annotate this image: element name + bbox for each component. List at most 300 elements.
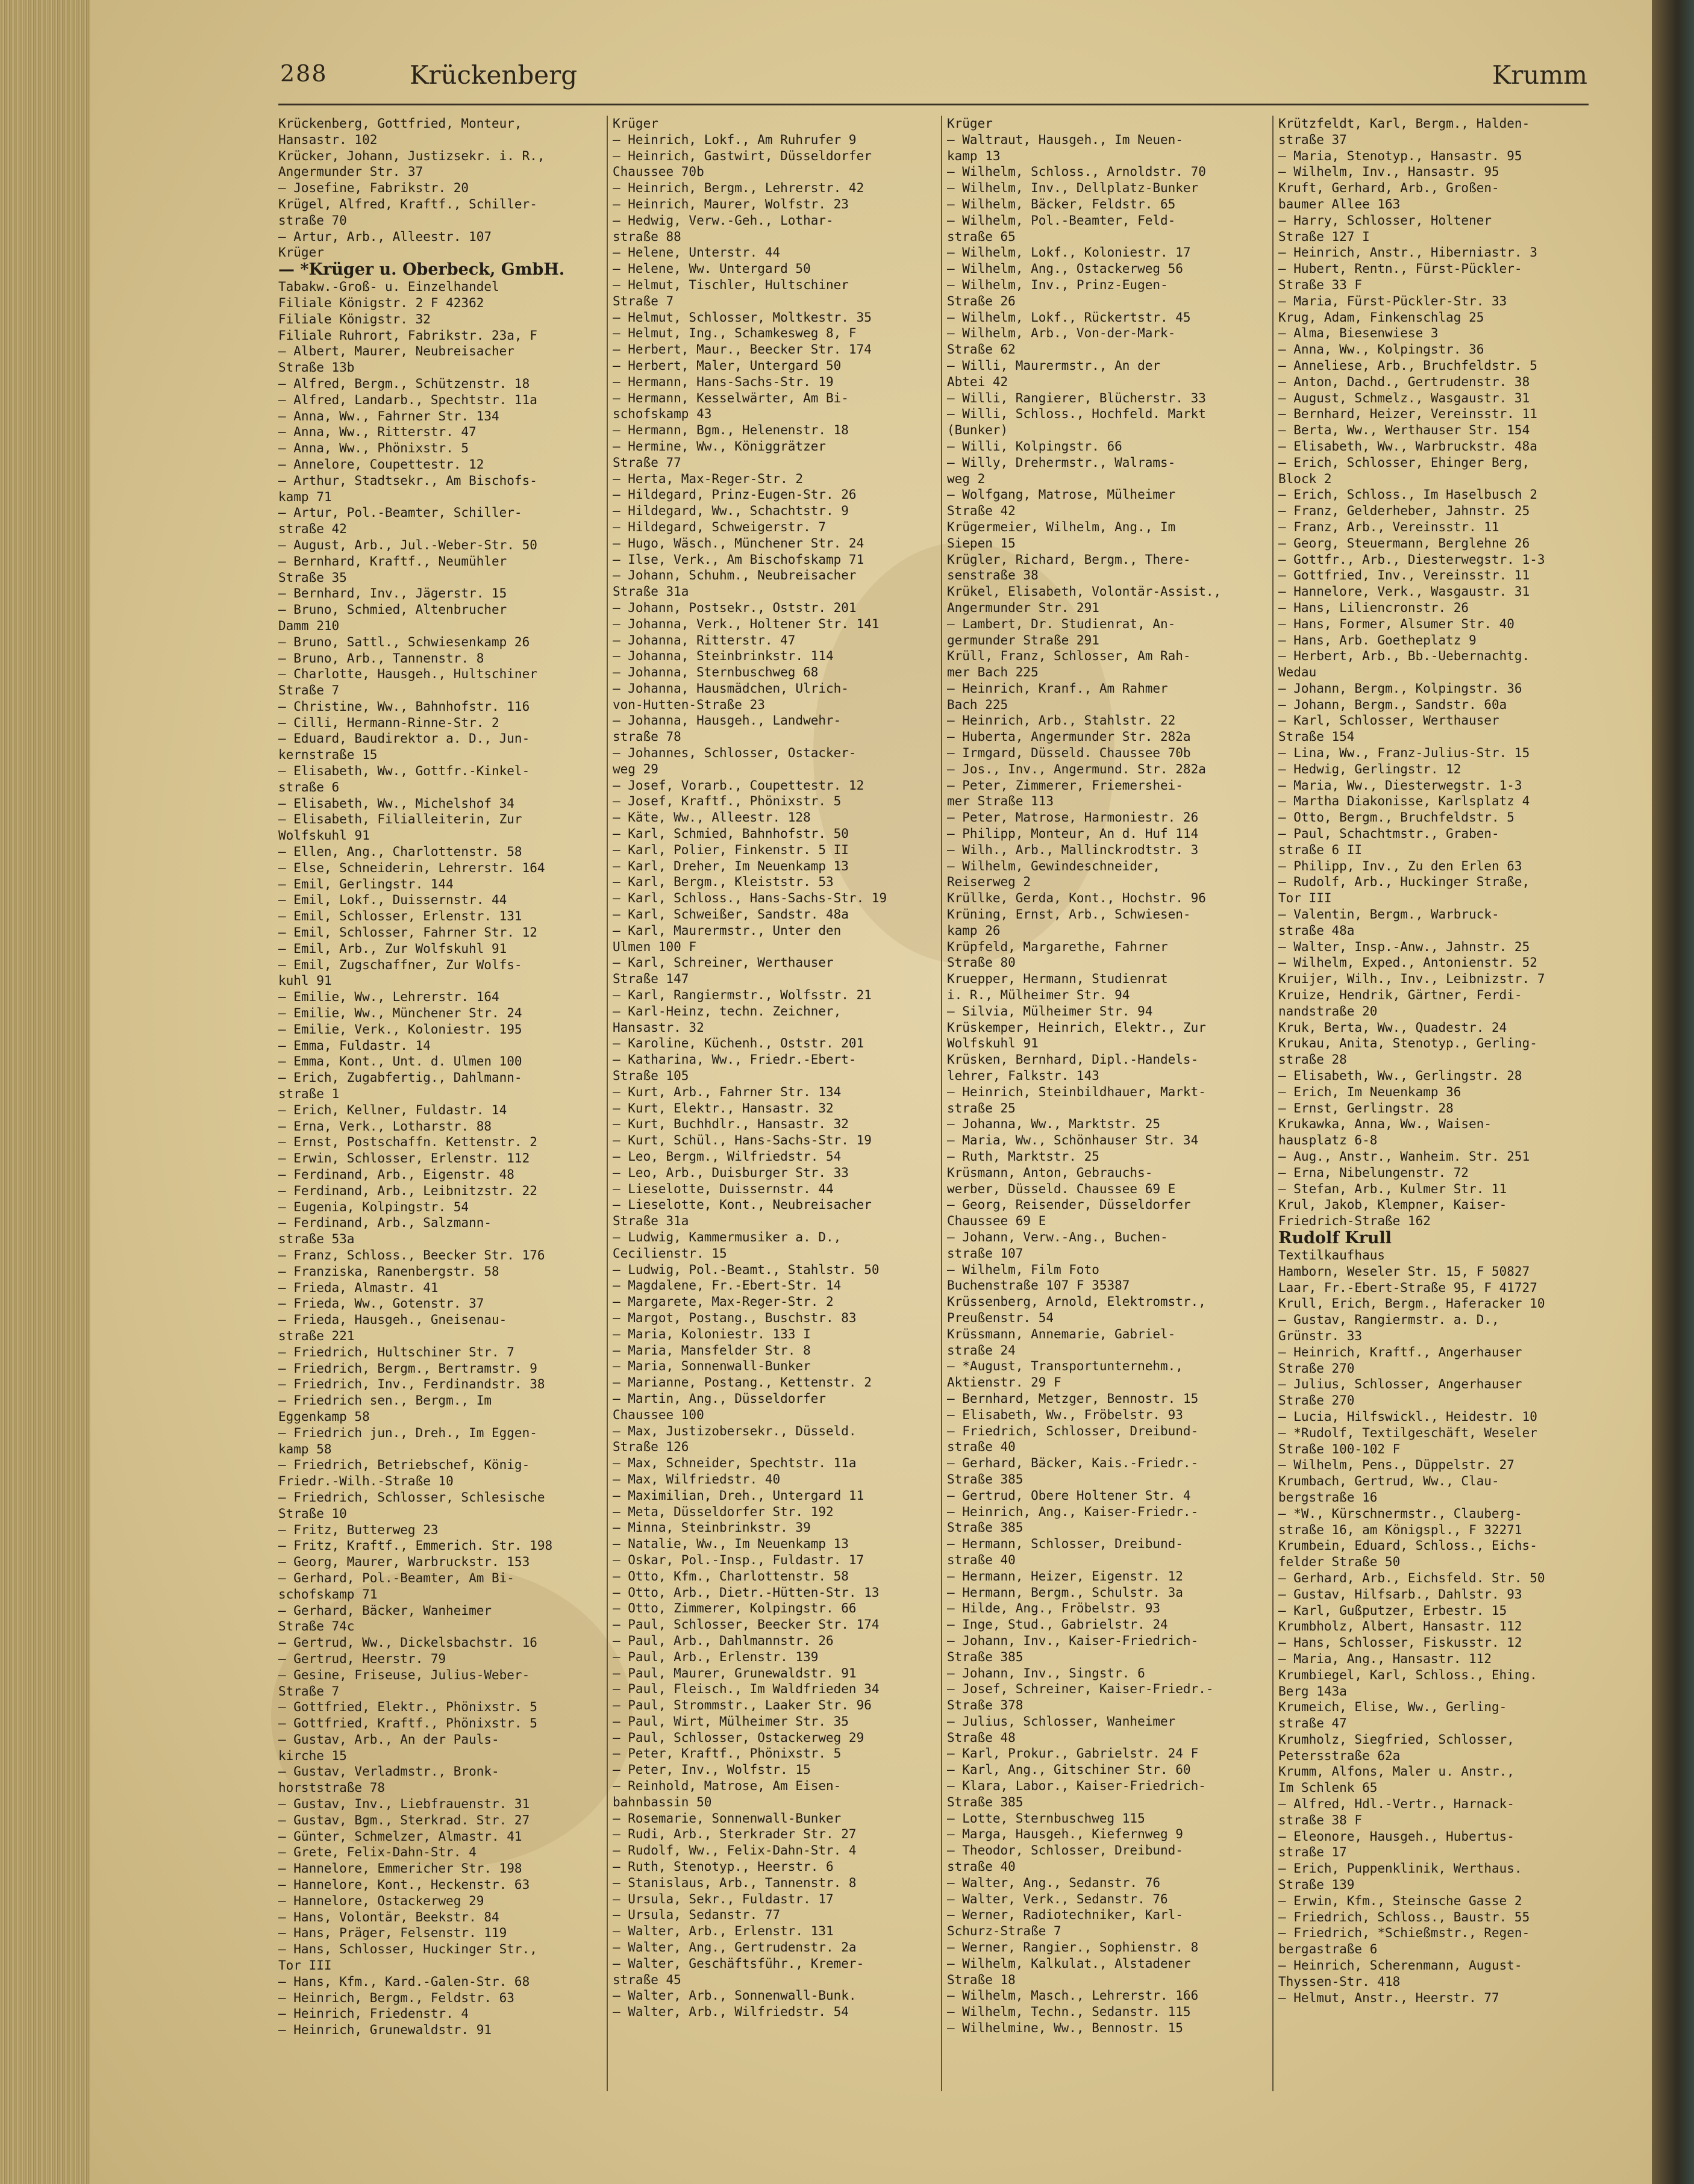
- directory-entry-line: — Maria, Stenotyp., Hansastr. 95: [1278, 148, 1522, 163]
- directory-entry-line: straße 47: [1278, 1716, 1347, 1731]
- directory-entry-line: — Bernhard, Inv., Jägerstr. 15: [278, 586, 507, 601]
- directory-entry-line: — Heinrich, Lokf., Am Ruhrufer 9: [613, 132, 857, 147]
- directory-entry-line: Krüssmann, Annemarie, Gabriel-: [947, 1326, 1176, 1341]
- directory-entry-line: Straße 80: [947, 955, 1016, 970]
- directory-entry-line: — Werner, Rangier., Sophienstr. 8: [947, 1940, 1199, 1955]
- directory-entry-line: — Maria, Mansfelder Str. 8: [613, 1343, 811, 1358]
- directory-entry-line: — Emil, Schlosser, Erlenstr. 131: [278, 909, 522, 924]
- directory-entry-line: — Wilhelmine, Ww., Bennostr. 15: [947, 2021, 1183, 2036]
- directory-entry-line: — Elisabeth, Ww., Warbruckstr. 48a: [1278, 438, 1537, 454]
- directory-entry-line: — Hermann, Schlosser, Dreibund-: [947, 1537, 1183, 1552]
- directory-entry-line: Block 2: [1278, 471, 1332, 486]
- directory-entry-line: — Paul, Strommstr., Laaker Str. 96: [613, 1698, 872, 1713]
- directory-entry-line: — Friedrich jun., Dreh., Im Eggen-: [278, 1425, 537, 1440]
- directory-entry-line: — Ruth, Marktstr. 25: [947, 1149, 1099, 1164]
- directory-entry-line: Krükel, Elisabeth, Volontär-Assist.,: [947, 584, 1222, 599]
- directory-entry-line: — Otto, Arb., Dietr.-Hütten-Str. 13: [613, 1585, 880, 1600]
- directory-entry-line: — Heinrich, Steinbildhauer, Markt-: [947, 1084, 1206, 1099]
- directory-entry-line: — Emil, Lokf., Duissernstr. 44: [278, 893, 507, 908]
- directory-entry-line: — Helmut, Tischler, Hultschiner: [613, 277, 849, 292]
- directory-entry-line: — Maria, Ang., Hansastr. 112: [1278, 1651, 1492, 1666]
- directory-entry-line: Straße 270: [1278, 1361, 1355, 1376]
- directory-entry-line: Straße 33 F: [1278, 277, 1363, 292]
- directory-entry-line: — Johann, Inv., Kaiser-Friedrich-: [947, 1633, 1199, 1648]
- directory-entry-line: — Emil, Schlosser, Fahrner Str. 12: [278, 925, 537, 940]
- directory-entry-line: — Franz, Arb., Vereinsstr. 11: [1278, 519, 1499, 534]
- directory-entry-line: — Heinrich, Scherenmann, August-: [1278, 1958, 1522, 1973]
- directory-entry-line: — Gottfr., Arb., Diesterwegstr. 1-3: [1278, 552, 1545, 567]
- directory-entry-line: — Otto, Zimmerer, Kolpingstr. 66: [613, 1601, 857, 1616]
- directory-entry-line: — Wilhelm, Pol.-Beamter, Feld-: [947, 213, 1176, 228]
- directory-entry-line: — Gerhard, Bäcker, Kais.-Friedr.-: [947, 1456, 1199, 1471]
- directory-entry-line: Straße 127 I: [1278, 229, 1370, 244]
- directory-entry-line: — Kurt, Arb., Fahrner Str. 134: [613, 1084, 842, 1099]
- directory-entry-line: — Bernhard, Kraftf., Neumühler: [278, 554, 507, 569]
- directory-entry-line: — Hannelore, Ostackerweg 29: [278, 1893, 484, 1908]
- directory-entry-line: — Theodor, Schlosser, Dreibund-: [947, 1843, 1183, 1858]
- directory-entry-line: — Emma, Kont., Unt. d. Ulmen 100: [278, 1054, 522, 1069]
- directory-entry-line: — Johanna, Steinbrinkstr. 114: [613, 649, 834, 664]
- directory-entry-line: Angermunder Str. 37: [278, 164, 424, 179]
- directory-entry-line: — Hildegard, Prinz-Eugen-Str. 26: [613, 487, 857, 502]
- directory-entry-line: Krumholz, Siegfried, Schlosser,: [1278, 1732, 1514, 1747]
- directory-entry-line: Damm 210: [278, 618, 340, 633]
- directory-entry-line: — Gottfried, Kraftf., Phönixstr. 5: [278, 1716, 537, 1731]
- directory-entry-line: — Gustav, Verladmstr., Bronk-: [278, 1764, 499, 1779]
- directory-entry-line: — Hermann, Hans-Sachs-Str. 19: [613, 374, 834, 389]
- directory-entry-line: — Johannes, Schlosser, Ostacker-: [613, 746, 857, 761]
- directory-entry-line: Krüssenberg, Arnold, Elektromstr.,: [947, 1294, 1206, 1309]
- directory-entry-line: — Johann, Postsekr., Oststr. 201: [613, 600, 857, 615]
- directory-entry-line: — Julius, Schlosser, Angerhauser: [1278, 1377, 1522, 1392]
- directory-entry-line: — Bruno, Sattl., Schwiesenkamp 26: [278, 634, 530, 649]
- directory-entry-line: — Erich, Kellner, Fuldastr. 14: [278, 1102, 507, 1117]
- directory-entry-line: — Friedrich, Betriebschef, König-: [278, 1458, 530, 1473]
- directory-entry-line: straße 24: [947, 1343, 1016, 1358]
- directory-entry-line: — Hermann, Bergm., Schulstr. 3a: [947, 1585, 1183, 1600]
- directory-entry-line: — Hermann, Kesselwärter, Am Bi-: [613, 390, 849, 405]
- directory-entry-line: straße 78: [613, 729, 681, 744]
- directory-entry-line: — Friedrich, Schloss., Baustr. 55: [1278, 1909, 1530, 1924]
- directory-entry-line: — Ernst, Gerlingstr. 28: [1278, 1100, 1454, 1115]
- directory-entry-line: — Paul, Schlosser, Ostackerweg 29: [613, 1730, 864, 1745]
- directory-entry-line: Aktienstr. 29 F: [947, 1375, 1061, 1390]
- directory-entry-line: Krull, Erich, Bergm., Haferacker 10: [1278, 1296, 1545, 1311]
- directory-entry-line: Krumm, Alfons, Maler u. Anstr.,: [1278, 1764, 1514, 1779]
- directory-entry-line: Straße 7: [613, 293, 674, 308]
- directory-entry-line: — Huberta, Angermunder Str. 282a: [947, 729, 1191, 744]
- directory-entry-line: — Karl, Prokur., Gabrielstr. 24 F: [947, 1746, 1199, 1761]
- directory-entry-line: — Hannelore, Emmericher Str. 198: [278, 1861, 522, 1876]
- directory-entry-line: — Heinrich, Ang., Kaiser-Friedr.-: [947, 1504, 1199, 1519]
- directory-entry-line: — Paul, Schachtmstr., Graben-: [1278, 826, 1499, 841]
- directory-entry-line: — Wilhelm, Film Foto: [947, 1262, 1099, 1277]
- directory-entry-line: — Gertrud, Ww., Dickelsbachstr. 16: [278, 1635, 537, 1650]
- directory-entry-line: — Georg, Steuermann, Berglehne 26: [1278, 535, 1530, 551]
- directory-entry-line: Filiale Königstr. 2 F 42362: [278, 295, 484, 310]
- directory-entry-line: — Ferdinand, Arb., Salzmann-: [278, 1215, 492, 1231]
- directory-entry-line: — Annelore, Coupettestr. 12: [278, 457, 484, 472]
- directory-entry-line: — Erich, Zugabfertig., Dahlmann-: [278, 1070, 522, 1085]
- directory-entry-line: — Wolfgang, Matrose, Mülheimer: [947, 487, 1176, 502]
- directory-entry-line: — Willi, Maurermstr., An der: [947, 358, 1161, 373]
- directory-entry-line: — Käte, Ww., Alleestr. 128: [613, 810, 811, 825]
- directory-entry-line: Straße 42: [947, 504, 1016, 519]
- directory-entry-line: Krumeich, Elise, Ww., Gerling-: [1278, 1700, 1507, 1715]
- directory-entry-line: — Waltraut, Hausgeh., Im Neuen-: [947, 132, 1183, 147]
- directory-entry-line: — Lotte, Sternbuschweg 115: [947, 1811, 1145, 1826]
- directory-entry-line: Krüger: [278, 245, 324, 260]
- directory-entry-line: straße 40: [947, 1859, 1016, 1874]
- directory-entry-line: straße 40: [947, 1552, 1016, 1567]
- directory-entry-line: Reiserweg 2: [947, 875, 1031, 890]
- directory-entry-line: — Erich, Schloss., Im Haselbusch 2: [1278, 487, 1537, 502]
- directory-entry-line: — Hedwig, Verw.-Geh., Lothar-: [613, 213, 834, 228]
- directory-entry-line: Straße 385: [947, 1649, 1024, 1664]
- directory-entry-line: — Gottfried, Inv., Vereinsstr. 11: [1278, 568, 1530, 583]
- directory-entry-line: Straße 385: [947, 1471, 1024, 1487]
- directory-advert-heading: Rudolf Krull: [1278, 1228, 1392, 1247]
- directory-entry-line: Kruft, Gerhard, Arb., Großen-: [1278, 181, 1499, 196]
- directory-entry-line: — Emilie, Ww., Lehrerstr. 164: [278, 990, 499, 1005]
- directory-entry-line: — Karl, Gußputzer, Erbestr. 15: [1278, 1603, 1507, 1618]
- directory-entry-line: — Valentin, Bergm., Warbruck-: [1278, 907, 1499, 922]
- directory-entry-line: Straße 126: [613, 1440, 689, 1455]
- directory-entry-line: — Frieda, Hausgeh., Gneisenau-: [278, 1312, 507, 1328]
- directory-entry-line: — Peter, Inv., Wolfstr. 15: [613, 1762, 811, 1777]
- directory-entry-line: schofskamp 71: [278, 1587, 378, 1602]
- directory-entry-line: — Karl, Dreher, Im Neuenkamp 13: [613, 858, 849, 873]
- directory-entry-line: — Maria, Ww., Diesterwegstr. 1-3: [1278, 778, 1522, 793]
- directory-entry-line: — Alma, Biesenwiese 3: [1278, 326, 1439, 341]
- directory-entry-line: kamp 58: [278, 1441, 332, 1456]
- directory-entry-line: Petersstraße 62a: [1278, 1748, 1401, 1763]
- directory-column-4: [1278, 116, 1604, 2121]
- directory-entry-line: Straße 18: [947, 1972, 1016, 1987]
- directory-entry-line: — Meta, Düsseldorfer Str. 192: [613, 1504, 834, 1519]
- directory-entry-line: — Paul, Arb., Dahlmannstr. 26: [613, 1633, 834, 1648]
- directory-entry-line: — Wilhelm, Masch., Lehrerstr. 166: [947, 1988, 1199, 2003]
- directory-entry-line: Straße 147: [613, 972, 689, 987]
- directory-entry-line: baumer Allee 163: [1278, 196, 1401, 211]
- directory-entry-line: — Walter, Arb., Erlenstr. 131: [613, 1924, 834, 1939]
- directory-entry-line: — Anton, Dachd., Gertrudenstr. 38: [1278, 374, 1530, 389]
- directory-entry-line: — Lambert, Dr. Studienrat, An-: [947, 616, 1176, 631]
- directory-entry-line: kamp 71: [278, 489, 332, 504]
- directory-entry-line: — Johann, Bergm., Sandstr. 60a: [1278, 697, 1507, 712]
- directory-entry-line: — Heinrich, Kraftf., Angerhauser: [1278, 1344, 1522, 1359]
- directory-entry-line: — Heinrich, Gastwirt, Düsseldorfer: [613, 148, 872, 163]
- directory-entry-line: Krüskemper, Heinrich, Elektr., Zur: [947, 1020, 1206, 1035]
- directory-entry-line: — Rudi, Arb., Sterkrader Str. 27: [613, 1827, 857, 1842]
- directory-entry-line: — Rudolf, Arb., Huckinger Straße,: [1278, 875, 1530, 890]
- header-first-entry: Krückenberg: [410, 60, 578, 90]
- directory-column-2: [613, 116, 938, 2121]
- directory-entry-line: — Gertrud, Obere Holtener Str. 4: [947, 1488, 1191, 1503]
- directory-entry-line: — Emil, Arb., Zur Wolfskuhl 91: [278, 941, 507, 956]
- directory-entry-line: Krumbiegel, Karl, Schloss., Ehing.: [1278, 1667, 1537, 1682]
- directory-entry-line: — Gerhard, Arb., Eichsfeld. Str. 50: [1278, 1570, 1545, 1585]
- directory-entry-line: Straße 77: [613, 455, 681, 470]
- directory-entry-line: — Wilhelm, Inv., Prinz-Eugen-: [947, 277, 1168, 292]
- directory-entry-line: Berg 143a: [1278, 1683, 1347, 1699]
- directory-entry-line: straße 1: [278, 1087, 340, 1102]
- directory-entry-line: Krücker, Johann, Justizsekr. i. R.,: [278, 148, 545, 163]
- directory-entry-line: — Stefan, Arb., Kulmer Str. 11: [1278, 1181, 1507, 1196]
- directory-entry-line: — Gustav, Bgm., Sterkrad. Str. 27: [278, 1812, 530, 1827]
- directory-entry-line: Krüger: [947, 116, 993, 131]
- directory-entry-line: Krukau, Anita, Stenotyp., Gerling-: [1278, 1036, 1537, 1051]
- directory-entry-line: — Peter, Zimmerer, Friemershei-: [947, 778, 1183, 793]
- directory-entry-line: Tabakw.-Groß- u. Einzelhandel: [278, 279, 499, 295]
- directory-entry-line: werber, Düsseld. Chaussee 69 E: [947, 1181, 1176, 1196]
- directory-entry-line: — Josef, Vorarb., Coupettestr. 12: [613, 778, 864, 793]
- directory-entry-line: — Katharina, Ww., Friedr.-Ebert-: [613, 1052, 857, 1067]
- directory-entry-line: — Irmgard, Düsseld. Chaussee 70b: [947, 746, 1191, 761]
- directory-entry-line: — Herbert, Arb., Bb.-Uebernachtg.: [1278, 649, 1530, 664]
- directory-entry-line: — Walter, Geschäftsführ., Kremer-: [613, 1956, 864, 1971]
- directory-entry-line: straße 45: [613, 1972, 681, 1987]
- directory-entry-line: — Lina, Ww., Franz-Julius-Str. 15: [1278, 746, 1530, 761]
- directory-entry-line: — Herbert, Maler, Untergard 50: [613, 358, 842, 373]
- directory-entry-line: Straße 35: [278, 570, 347, 585]
- directory-entry-line: — Lucia, Hilfswickl., Heidestr. 10: [1278, 1409, 1537, 1424]
- directory-entry-line: bergastraße 6: [1278, 1942, 1378, 1957]
- directory-entry-line: Straße 139: [1278, 1877, 1355, 1892]
- directory-entry-line: — Walter, Ang., Sedanstr. 76: [947, 1875, 1161, 1890]
- directory-entry-line: — Karl, Schmied, Bahnhofstr. 50: [613, 826, 849, 841]
- directory-entry-line: — Hans, Präger, Felsenstr. 119: [278, 1926, 507, 1941]
- directory-entry-line: Straße 31a: [613, 1214, 689, 1229]
- directory-entry-line: Hansastr. 32: [613, 1020, 704, 1035]
- directory-entry-line: — Julius, Schlosser, Wanheimer: [947, 1714, 1176, 1729]
- directory-entry-line: — Erich, Im Neuenkamp 36: [1278, 1084, 1461, 1099]
- directory-entry-line: Straße 48: [947, 1730, 1016, 1745]
- directory-entry-line: — Rudolf, Ww., Felix-Dahn-Str. 4: [613, 1843, 857, 1858]
- directory-entry-line: straße 221: [278, 1328, 355, 1343]
- directory-entry-line: Straße 100-102 F: [1278, 1441, 1401, 1456]
- directory-entry-line: — Georg, Reisender, Düsseldorfer: [947, 1197, 1191, 1212]
- directory-entry-line: — Elisabeth, Ww., Gerlingstr. 28: [1278, 1069, 1522, 1084]
- directory-entry-line: — Johanna, Hausgeh., Landwehr-: [613, 713, 842, 728]
- directory-entry-line: — Alfred, Bergm., Schützenstr. 18: [278, 376, 530, 391]
- directory-entry-line: — Maria, Ww., Schönhauser Str. 34: [947, 1133, 1199, 1148]
- directory-entry-line: — Gerhard, Pol.-Beamter, Am Bi-: [278, 1570, 514, 1585]
- header-last-entry: Krumm: [1492, 60, 1587, 90]
- directory-entry-line: — Emma, Fuldastr. 14: [278, 1038, 431, 1053]
- directory-entry-line: — Helmut, Anstr., Heerstr. 77: [1278, 1990, 1499, 2005]
- directory-entry-line: — Karl, Schweißer, Sandstr. 48a: [613, 907, 849, 922]
- directory-entry-line: — Heinrich, Anstr., Hiberniastr. 3: [1278, 245, 1537, 260]
- directory-entry-line: Straße 378: [947, 1698, 1024, 1713]
- directory-entry-line: — Natalie, Ww., Im Neuenkamp 13: [613, 1537, 849, 1552]
- directory-entry-line: — Gottfried, Elektr., Phönixstr. 5: [278, 1700, 537, 1715]
- directory-entry-line: straße 40: [947, 1440, 1016, 1455]
- directory-entry-line: — Hans, Volontär, Beekstr. 84: [278, 1909, 499, 1924]
- directory-entry-line: straße 53a: [278, 1232, 355, 1247]
- page-number: 288: [280, 60, 328, 87]
- directory-entry-line: — Georg, Maurer, Warbruckstr. 153: [278, 1555, 530, 1570]
- directory-entry-line: — Reinhold, Matrose, Am Eisen-: [613, 1779, 842, 1794]
- directory-entry-line: — Hans, Former, Alsumer Str. 40: [1278, 616, 1514, 631]
- directory-entry-line: — Wilhelm, Bäcker, Feldstr. 65: [947, 196, 1176, 211]
- directory-entry-line: lehrer, Falkstr. 143: [947, 1069, 1099, 1084]
- directory-entry-line: — Bernhard, Heizer, Vereinsstr. 11: [1278, 407, 1537, 422]
- directory-entry-line: kuhl 91: [278, 973, 332, 988]
- directory-entry-line: straße 17: [1278, 1845, 1347, 1860]
- directory-entry-line: — Johanna, Hausmädchen, Ulrich-: [613, 681, 849, 696]
- directory-entry-line: Buchenstraße 107 F 35387: [947, 1278, 1130, 1293]
- directory-entry-line: — Ludwig, Pol.-Beamt., Stahlstr. 50: [613, 1262, 880, 1277]
- directory-entry-line: — Heinrich, Kranf., Am Rahmer: [947, 681, 1168, 696]
- directory-entry-line: — Friedrich, Schlosser, Dreibund-: [947, 1423, 1199, 1438]
- directory-entry-line: — Wilhelm, Lokf., Rückertstr. 45: [947, 310, 1191, 325]
- directory-entry-line: Wolfskuhl 91: [947, 1036, 1039, 1051]
- directory-entry-line: — Hilde, Ang., Fröbelstr. 93: [947, 1601, 1161, 1616]
- directory-entry-line: — Eduard, Baudirektor a. D., Jun-: [278, 731, 530, 746]
- directory-entry-line: kernstraße 15: [278, 747, 378, 763]
- directory-entry-line: — Karoline, Küchenh., Oststr. 201: [613, 1036, 864, 1051]
- directory-entry-line: Krug, Adam, Finkenschlag 25: [1278, 310, 1484, 325]
- directory-entry-line: — Kurt, Elektr., Hansastr. 32: [613, 1100, 834, 1115]
- directory-entry-line: — Heinrich, Bergm., Lehrerstr. 42: [613, 181, 864, 196]
- directory-entry-line: — Gustav, Arb., An der Pauls-: [278, 1732, 499, 1747]
- directory-entry-line: i. R., Mülheimer Str. 94: [947, 988, 1130, 1003]
- directory-entry-line: straße 48a: [1278, 923, 1355, 938]
- directory-entry-line: — Ilse, Verk., Am Bischofskamp 71: [613, 552, 864, 567]
- book-cover-edge: [1652, 0, 1694, 2184]
- directory-entry-line: Straße 62: [947, 342, 1016, 357]
- directory-entry-line: — Karl, Bergm., Kleiststr. 53: [613, 875, 834, 890]
- directory-entry-line: — Harry, Schlosser, Holtener: [1278, 213, 1492, 228]
- directory-entry-line: — Anna, Ww., Kolpingstr. 36: [1278, 342, 1484, 357]
- directory-entry-line: — Ferdinand, Arb., Eigenstr. 48: [278, 1167, 514, 1182]
- directory-entry-line: — Frieda, Ww., Gotenstr. 37: [278, 1296, 484, 1311]
- directory-entry-line: — Leo, Bergm., Wilfriedstr. 54: [613, 1149, 842, 1164]
- directory-entry-line: — Martha Diakonisse, Karlsplatz 4: [1278, 794, 1530, 809]
- directory-entry-line: — Artur, Arb., Alleestr. 107: [278, 229, 492, 244]
- directory-entry-line: — Ellen, Ang., Charlottenstr. 58: [278, 844, 522, 860]
- directory-entry-line: — Friedrich sen., Bergm., Im: [278, 1393, 492, 1408]
- directory-entry-line: — Oskar, Pol.-Insp., Fuldastr. 17: [613, 1552, 864, 1567]
- directory-entry-line: bahnbassin 50: [613, 1794, 712, 1809]
- directory-entry-line: Straße 154: [1278, 729, 1355, 744]
- directory-entry-line: — Erna, Nibelungenstr. 72: [1278, 1165, 1469, 1180]
- directory-entry-line: senstraße 38: [947, 568, 1039, 583]
- directory-entry-line: — Josef, Kraftf., Phönixstr. 5: [613, 794, 842, 809]
- directory-entry-line: — Johanna, Ritterstr. 47: [613, 632, 796, 647]
- directory-entry-line: — Anna, Ww., Fahrner Str. 134: [278, 408, 499, 423]
- directory-entry-line: — Eleonore, Hausgeh., Hubertus-: [1278, 1829, 1514, 1844]
- directory-entry-line: — Hermann, Bgm., Helenenstr. 18: [613, 423, 849, 438]
- directory-entry-line: Chaussee 100: [613, 1407, 704, 1422]
- directory-entry-line: Krückenberg, Gottfried, Monteur,: [278, 116, 522, 131]
- directory-entry-line: — Wilhelm, Gewindeschneider,: [947, 858, 1161, 873]
- directory-entry-line: Krukawka, Anna, Ww., Waisen-: [1278, 1117, 1492, 1132]
- directory-entry-line: — Elisabeth, Ww., Fröbelstr. 93: [947, 1407, 1183, 1422]
- directory-entry-line: — Fritz, Butterweg 23: [278, 1522, 439, 1537]
- directory-entry-line: — Josef, Schreiner, Kaiser-Friedr.-: [947, 1682, 1214, 1697]
- directory-entry-line: — Peter, Matrose, Harmoniestr. 26: [947, 810, 1199, 825]
- directory-entry-line: — Silvia, Mülheimer Str. 94: [947, 1003, 1153, 1019]
- directory-entry-line: Kruijer, Wilh., Inv., Leibnizstr. 7: [1278, 972, 1545, 987]
- directory-entry-line: Hamborn, Weseler Str. 15, F 50827: [1278, 1264, 1530, 1279]
- directory-entry-line: — Emilie, Verk., Koloniestr. 195: [278, 1022, 522, 1037]
- directory-entry-line: — *W., Kürschnermstr., Clauberg-: [1278, 1506, 1522, 1521]
- directory-entry-line: — Herta, Max-Reger-Str. 2: [613, 471, 804, 486]
- directory-entry-line: — Hans, Schlosser, Huckinger Str.,: [278, 1942, 537, 1957]
- directory-entry-line: — Charlotte, Hausgeh., Hultschiner: [278, 667, 537, 682]
- directory-entry-line: — Fritz, Kraftf., Emmerich. Str. 198: [278, 1538, 553, 1553]
- directory-entry-line: — Kurt, Buchhdlr., Hansastr. 32: [613, 1117, 849, 1132]
- directory-entry-line: straße 88: [613, 229, 681, 244]
- directory-entry-line: — Hans, Arb. Goetheplatz 9: [1278, 632, 1477, 647]
- directory-entry-line: — Paul, Arb., Erlenstr. 139: [613, 1649, 819, 1664]
- directory-entry-line: — Wilhelm, Inv., Dellplatz-Bunker: [947, 181, 1199, 196]
- directory-entry-line: — *Rudolf, Textilgeschäft, Weseler: [1278, 1425, 1537, 1440]
- directory-entry-line: Siepen 15: [947, 535, 1016, 551]
- directory-entry-line: — Erwin, Schlosser, Erlenstr. 112: [278, 1151, 530, 1166]
- directory-entry-line: — Günter, Schmelzer, Almastr. 41: [278, 1829, 522, 1844]
- directory-entry-line: Bach 225: [947, 697, 1008, 712]
- directory-entry-line: Hansastr. 102: [278, 132, 378, 147]
- page-header: [280, 60, 1587, 96]
- directory-entry-line: — Ruth, Stenotyp., Heerstr. 6: [613, 1859, 834, 1874]
- directory-entry-line: — Alfred, Landarb., Spechtstr. 11a: [278, 392, 537, 407]
- directory-entry-line: Straße 7: [278, 683, 340, 698]
- directory-entry-line: — Hildegard, Ww., Schachtstr. 9: [613, 504, 849, 519]
- directory-entry-line: — Marga, Hausgeh., Kiefernweg 9: [947, 1827, 1183, 1842]
- directory-entry-line: — Otto, Bergm., Bruchfeldstr. 5: [1278, 810, 1514, 825]
- directory-entry-line: von-Hutten-Straße 23: [613, 697, 765, 712]
- directory-entry-line: — Elisabeth, Ww., Gottfr.-Kinkel-: [278, 764, 530, 779]
- directory-entry-line: horststraße 78: [278, 1780, 386, 1796]
- directory-entry-line: nandstraße 20: [1278, 1003, 1378, 1019]
- directory-entry-line: Angermunder Str. 291: [947, 600, 1099, 615]
- directory-entry-line: — August, Arb., Jul.-Weber-Str. 50: [278, 537, 537, 552]
- directory-entry-line: straße 6 II: [1278, 842, 1363, 857]
- directory-entry-line: — Helmut, Ing., Schamkesweg 8, F: [613, 326, 857, 341]
- directory-entry-line: — Walter, Arb., Sonnenwall-Bunk.: [613, 1988, 857, 2003]
- directory-entry-line: — Franziska, Ranenbergstr. 58: [278, 1264, 499, 1279]
- directory-entry-line: — Ernst, Postschaffn. Kettenstr. 2: [278, 1135, 537, 1150]
- directory-entry-line: Thyssen-Str. 418: [1278, 1974, 1401, 1989]
- directory-entry-line: — Aug., Anstr., Wanheim. Str. 251: [1278, 1149, 1530, 1164]
- directory-entry-line: straße 28: [1278, 1052, 1347, 1067]
- directory-entry-line: — Cilli, Hermann-Rinne-Str. 2: [278, 715, 499, 730]
- directory-entry-line: — Walter, Ang., Gertrudenstr. 2a: [613, 1940, 857, 1955]
- directory-entry-line: — Minna, Steinbrinkstr. 39: [613, 1520, 811, 1535]
- directory-entry-line: Straße 26: [947, 293, 1016, 308]
- directory-entry-line: — Hildegard, Schweigerstr. 7: [613, 519, 827, 534]
- directory-entry-line: — Alfred, Hdl.-Vertr., Harnack-: [1278, 1797, 1514, 1812]
- directory-entry-line: — Helene, Ww. Untergard 50: [613, 261, 811, 276]
- directory-entry-line: Grünstr. 33: [1278, 1328, 1363, 1343]
- directory-entry-line: — Erwin, Kfm., Steinsche Gasse 2: [1278, 1893, 1522, 1908]
- directory-entry-line: — Lieselotte, Kont., Neubreisacher: [613, 1197, 872, 1212]
- directory-entry-line: Krüsmann, Anton, Gebrauchs-: [947, 1165, 1153, 1180]
- directory-entry-line: — Helmut, Schlosser, Moltkestr. 35: [613, 310, 872, 325]
- directory-entry-line: — Gustav, Hilfsarb., Dahlstr. 93: [1278, 1587, 1522, 1602]
- directory-entry-line: — Arthur, Stadtsekr., Am Bischofs-: [278, 473, 537, 488]
- header-rule: [278, 104, 1589, 105]
- directory-columns: [278, 116, 1601, 2121]
- directory-entry-line: Krüning, Ernst, Arb., Schwiesen-: [947, 907, 1191, 922]
- directory-entry-line: straße 107: [947, 1246, 1024, 1261]
- directory-entry-line: — Johann, Verw.-Ang., Buchen-: [947, 1229, 1168, 1244]
- directory-entry-line: Wolfskuhl 91: [278, 828, 370, 843]
- directory-entry-line: — Magdalene, Fr.-Ebert-Str. 14: [613, 1278, 842, 1293]
